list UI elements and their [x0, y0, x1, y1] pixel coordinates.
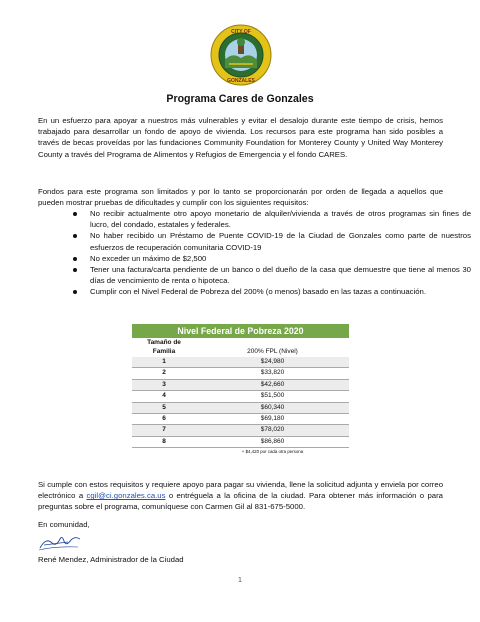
family-size-cell: 5 — [132, 402, 196, 413]
funds-paragraph: Fondos para este programa son limitados y por lo tanto se proporcionarán por orden de llegada a aquellos que pueden mostrar pruebas de dificultades y cumplir con los siguientes requisitos: — [38, 187, 443, 208]
requirement-item: Cumplir con el Nivel Federal de Pobreza del 200% (o menos) basado en las tazas a continuación. — [90, 286, 471, 297]
table-row — [132, 402, 349, 413]
table-row — [132, 379, 349, 390]
family-size-cell: 6 — [132, 414, 196, 425]
column-header-fpl: 200% FPL (Nivel) — [247, 348, 298, 355]
table-row — [132, 425, 349, 436]
family-size-cell: 1 — [132, 357, 196, 368]
table-row — [132, 368, 349, 379]
family-size-cell: 7 — [132, 425, 196, 436]
table-footnote: + $4,420 por cada otra persona — [241, 449, 304, 455]
page-number: 1 — [237, 575, 243, 584]
fpl-amount-cell: $69,180 — [196, 414, 349, 425]
table-row — [132, 436, 349, 447]
signature-icon — [38, 531, 82, 553]
requirements-list — [62, 208, 471, 298]
column-header-family-size — [132, 338, 196, 357]
column-header-line: Tamaño de — [147, 339, 181, 346]
seal-text-top: CITY OF — [231, 29, 251, 35]
fpl-amount-cell: $86,860 — [196, 436, 349, 447]
fpl-amount-cell: $51,500 — [196, 391, 349, 402]
fpl-amount-cell: $78,020 — [196, 425, 349, 436]
fpl-amount-cell: $42,660 — [196, 379, 349, 390]
document-title: Programa Cares de Gonzales — [166, 93, 314, 105]
contact-text: Si cumple con estos requisitos y requiere apoyo para pagar su vivienda, llene la solicitud adjunta y enviela por correo electrónico a — [38, 480, 443, 501]
family-size-cell: 3 — [132, 379, 196, 390]
city-seal-logo — [210, 24, 272, 86]
contact-text: o entréguela a la oficina de la ciudad. Para obtener más información o para preguntas sobre el programa, comuníquese con Carmen Gil al 831-675-5000. — [38, 491, 443, 512]
column-header-line: Familia — [152, 348, 176, 355]
requirement-item: Tener una factura/carta pendiente de un banco o del dueño de la casa que demuestre que tiene al menos 30 días de vencimiento de renta o hipoteca. — [90, 265, 471, 286]
email-link[interactable]: cgil@ci.gonzales.ca.us — [86, 491, 166, 501]
closing-text: En comunidad, — [38, 520, 90, 529]
contact-paragraph — [38, 479, 443, 513]
intro-paragraph: En un esfuerzo para apoyar a nuestros más vulnerables y evitar el desalojo durante este tiempo de crisis, hemos trabajado para desarrollar un fondo de apoyo de vivienda. Los recursos para este programa han sido posibles a través de becas proveídas por las fundaciones Community Foundation for Monterey County y United Way Monterey County a través del Programa de Alimentos y Refugios de Emergencia y el fondo CARES. — [38, 116, 443, 159]
poverty-level-table — [132, 324, 349, 456]
family-size-cell: 2 — [132, 368, 196, 379]
table-row — [132, 357, 349, 368]
family-size-cell: 4 — [132, 391, 196, 402]
fpl-amount-cell: $60,340 — [196, 402, 349, 413]
signer-name: René Mendez, Administrador de la Ciudad — [38, 555, 184, 564]
fpl-amount-cell: $24,980 — [196, 357, 349, 368]
fpl-amount-cell: $33,820 — [196, 368, 349, 379]
requirement-item: No haber recibido un Préstamo de Puente COVID-19 de la Ciudad de Gonzales como parte de nuestros esfuerzos de recuperación comunitaria COVID-19 — [90, 231, 471, 252]
family-size-cell: 8 — [132, 436, 196, 447]
requirement-item: No exceder un máximo de $2,500 — [90, 253, 471, 264]
seal-text-bottom: GONZALES — [227, 78, 255, 84]
table-title: Nivel Federal de Pobreza 2020 — [132, 324, 349, 338]
table-row — [132, 391, 349, 402]
requirement-item: No recibir actualmente otro apoyo monetario de alquiler/vivienda a través de otros programas sin fines de lucro, del condado, estatales y federales. — [90, 209, 471, 230]
table-row — [132, 414, 349, 425]
